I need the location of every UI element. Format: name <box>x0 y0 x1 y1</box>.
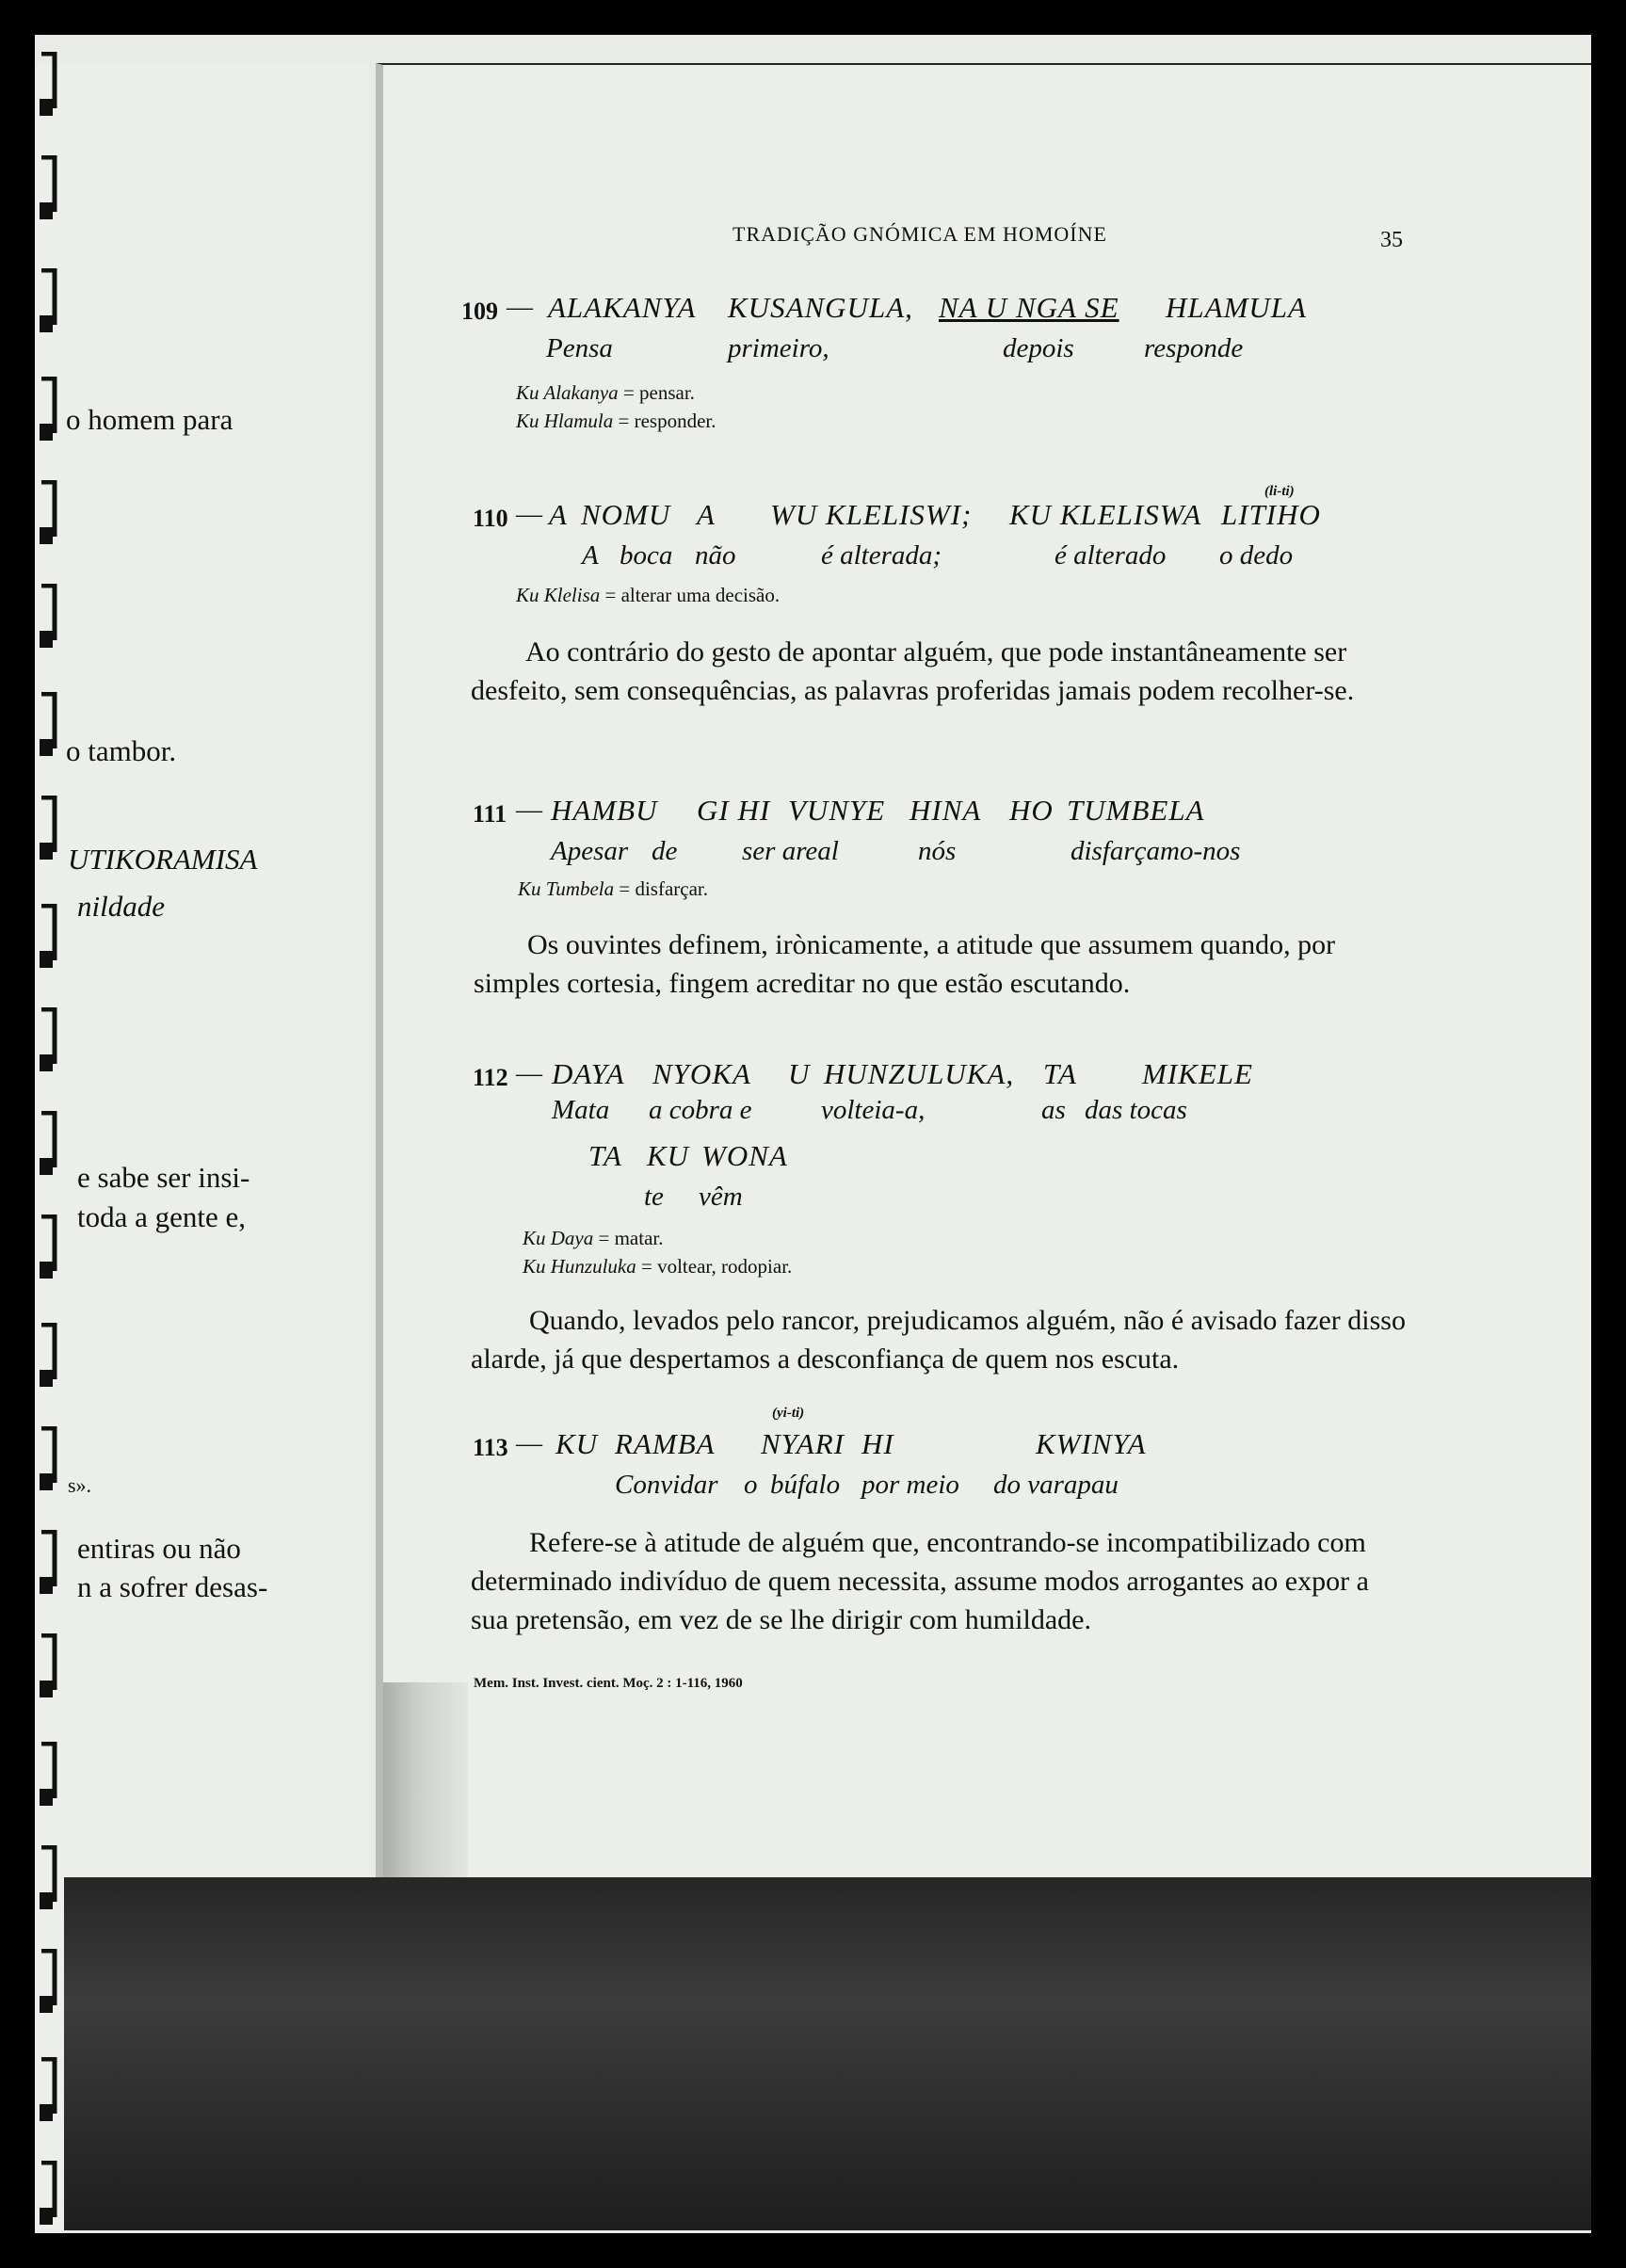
binding-ring <box>38 904 58 970</box>
proverb-word: KWINYA <box>1036 1427 1147 1460</box>
glossary-note: Ku Hlamula = responder. <box>516 410 716 432</box>
prev-fragment: nildade <box>77 890 165 923</box>
commentary-paragraph: Ao contrário do gesto de apontar alguém, que pode instantâneamente ser desfeito, sem consequências, as palavras proferidas jamais podem recolher-se. <box>471 636 1355 706</box>
proverb-word: HAMBU <box>551 794 658 827</box>
binding-ring <box>38 52 58 118</box>
proverb-word: A <box>697 498 716 531</box>
translation-word: vêm <box>699 1182 743 1212</box>
lower-dark-scan <box>64 1877 1591 2230</box>
proverb-number: 110 <box>473 505 508 532</box>
binding-ring <box>38 796 58 861</box>
binding-ring <box>38 1214 58 1280</box>
proverb-word: MIKELE <box>1142 1057 1253 1090</box>
proverb-word: RAMBA <box>615 1427 716 1460</box>
proverb-word: HO <box>1009 794 1054 827</box>
prev-fragment: e sabe ser insi- <box>77 1161 250 1194</box>
proverb-word: KU <box>647 1139 690 1172</box>
translation-word: primeiro, <box>728 333 829 363</box>
binding-ring <box>38 377 58 442</box>
binding-ring <box>38 268 58 334</box>
proverb-word: HUNZULUKA, <box>824 1057 1015 1090</box>
translation-word: nós <box>918 836 957 866</box>
proverb-word: KUSANGULA, <box>728 291 913 324</box>
proverb-word: U <box>788 1057 811 1090</box>
proverb-word: A <box>549 498 568 531</box>
translation-word: Apesar <box>551 836 629 866</box>
translation-word: de <box>652 836 678 866</box>
proverb-word: KU <box>555 1427 599 1460</box>
binding-ring <box>38 1426 58 1492</box>
proverb-word: GI HI <box>697 794 771 827</box>
proverb-word: ALAKANYA <box>548 291 697 324</box>
translation-word: não <box>695 540 736 571</box>
proverb-word: TA <box>588 1139 622 1172</box>
translation-word: búfalo <box>770 1470 841 1500</box>
translation-word: volteia-a, <box>821 1095 926 1125</box>
translation-word: depois <box>1003 333 1074 363</box>
binding-ring <box>38 155 58 221</box>
binding-ring <box>38 1949 58 2015</box>
translation-word: Mata <box>552 1095 610 1125</box>
prev-fragment: o homem para <box>66 403 233 436</box>
translation-word: por meio <box>861 1470 959 1500</box>
binding-ring <box>38 480 58 546</box>
binding-ring <box>38 2161 58 2227</box>
translation-word: Pensa <box>546 333 613 363</box>
translation-word: das tocas <box>1085 1095 1187 1125</box>
proverb-word: NOMU <box>581 498 671 531</box>
glossary-note: Ku Hunzuluka = voltear, rodopiar. <box>523 1255 793 1278</box>
proverb-word: TUMBELA <box>1067 794 1205 827</box>
proverb-word: WU KLELISWI; <box>770 498 973 531</box>
proverb-word: WONA <box>701 1139 788 1172</box>
proverb-word: LITIHO <box>1221 498 1321 531</box>
translation-word: é alterada; <box>821 540 942 571</box>
proverb-word: HI <box>861 1427 894 1460</box>
proverb-number: 112 <box>473 1064 508 1091</box>
prev-fragment: UTIKORAMISA <box>68 843 258 876</box>
prev-fragment: entiras ou não <box>77 1532 241 1565</box>
proverb-number: 109 <box>461 298 498 325</box>
journal-citation: Mem. Inst. Invest. cient. Moç. 2 : 1-116, 1960 <box>474 1676 743 1691</box>
binding-ring <box>38 1742 58 1808</box>
translation-word: as <box>1041 1095 1066 1125</box>
glossary-note: Ku Klelisa = alterar uma decisão. <box>516 584 781 606</box>
translation-word: o <box>744 1470 758 1500</box>
commentary-paragraph: Os ouvintes definem, irònicamente, a atitude que assumem quando, por simples cortesia, fingem acreditar no que estão escutando. <box>474 929 1336 999</box>
translation-word: te <box>644 1182 664 1212</box>
prev-fragment: s». <box>68 1473 92 1497</box>
proverb-word: VUNYE <box>788 794 886 827</box>
translation-word: Convidar <box>615 1470 718 1500</box>
binding-ring <box>38 2057 58 2123</box>
proverb-dash: — <box>516 1059 542 1088</box>
commentary-paragraph: Quando, levados pelo rancor, prejudicamos alguém, não é avisado fazer disso alarde, já que despertamos a desconfiança de quem nos escuta. <box>471 1305 1406 1375</box>
proverb-word: KU KLELISWA <box>1009 498 1202 531</box>
translation-word: do varapau <box>993 1470 1119 1500</box>
binding-ring <box>38 1633 58 1699</box>
prev-fragment: o tambor. <box>66 734 177 767</box>
proverb-number: 113 <box>473 1434 508 1461</box>
translation-word: responde <box>1144 333 1244 363</box>
glossary-note: Ku Daya = matar. <box>523 1227 664 1249</box>
proverb-word: NA U NGA SE <box>939 291 1119 324</box>
prev-fragment: toda a gente e, <box>77 1200 247 1233</box>
proverb-word: NYARI <box>761 1427 845 1460</box>
proverb-dash: — <box>516 1429 542 1458</box>
proverb-dash: — <box>516 500 542 529</box>
translation-word: é alterado <box>1054 540 1167 571</box>
translation-word: o dedo <box>1219 540 1294 571</box>
proverb-word: NYOKA <box>652 1057 751 1090</box>
proverb-number: 111 <box>473 800 507 828</box>
proverb-dash: — <box>507 293 533 322</box>
proverb-word: DAYA <box>552 1057 625 1090</box>
binding-ring <box>38 584 58 650</box>
page-number: 35 <box>1380 228 1403 252</box>
proverb-word: HLAMULA <box>1166 291 1307 324</box>
proverb-word: TA <box>1043 1057 1077 1090</box>
translation-word: a cobra e <box>649 1095 752 1125</box>
class-superscript: (yi-ti) <box>772 1406 805 1421</box>
proverb-word: HINA <box>910 794 982 827</box>
glossary-note: Ku Alakanya = pensar. <box>516 381 695 404</box>
binding-ring <box>38 692 58 758</box>
translation-word: A <box>582 540 599 571</box>
translation-word: disfarçamo-nos <box>1071 836 1241 866</box>
proverb-dash: — <box>516 796 542 825</box>
running-title: TRADIÇÃO GNÓMICA EM HOMOÍNE <box>733 222 1107 246</box>
binding-ring <box>38 1845 58 1911</box>
binding-ring <box>38 1111 58 1177</box>
translation-word: ser areal <box>742 836 839 866</box>
binding-ring <box>38 1007 58 1073</box>
prev-fragment: n a sofrer desas- <box>77 1570 268 1603</box>
binding-ring <box>38 1323 58 1389</box>
glossary-note: Ku Tumbela = disfarçar. <box>518 877 708 900</box>
binding-ring <box>38 1530 58 1596</box>
commentary-paragraph: Refere-se à atitude de alguém que, encontrando-se incompatibilizado com determinado indivíduo de quem necessita, assume modos arrogantes ao expor a sua pretensão, em vez de se lhe dirigir com humildade. <box>471 1527 1369 1635</box>
class-superscript: (li-ti) <box>1264 484 1295 499</box>
translation-word: boca <box>620 540 673 571</box>
